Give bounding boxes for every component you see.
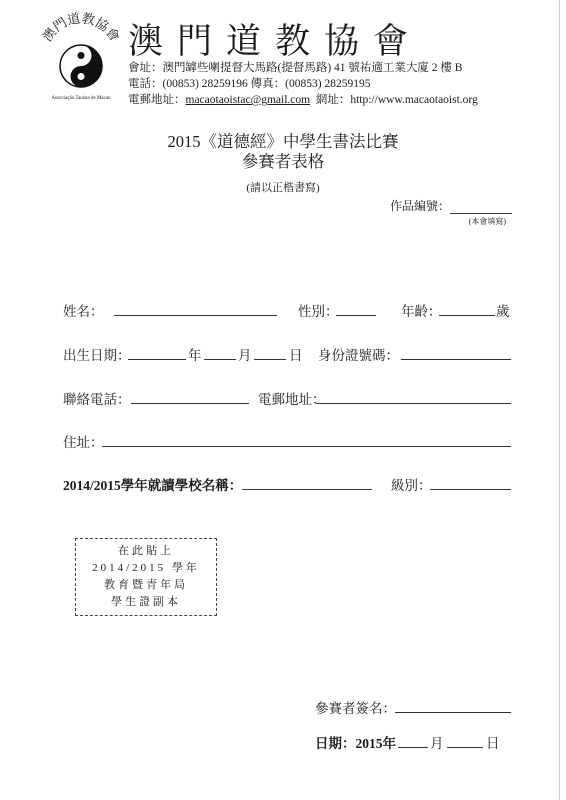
logo-bottom-text: Associação Tauista de Macau [51, 96, 111, 101]
email-field-label: 電郵地址： [258, 392, 326, 407]
phone-label: 聯絡電話： [63, 392, 131, 407]
yin-yang-icon [60, 45, 102, 87]
dob-month-unit: 月 [238, 348, 252, 363]
org-website[interactable]: 網址：http://www.macaotaoist.org [315, 94, 478, 106]
age-line[interactable] [439, 315, 495, 316]
paste-area-text [76, 543, 216, 611]
org-phone-fax: 電話：(00853) 28259196 傳真：(00853) 28259195 [128, 78, 371, 90]
paste-line-3: 教育暨青年局 [104, 579, 188, 591]
age-unit: 歲 [496, 304, 510, 319]
address-line[interactable] [102, 446, 511, 447]
paste-line-2: 2014/2015 學年 [92, 562, 200, 574]
phone-line[interactable] [131, 403, 249, 404]
student-card-paste-area[interactable] [75, 538, 217, 616]
email-line[interactable] [316, 403, 511, 404]
date-month-unit: 月 [430, 736, 444, 751]
dob-label: 出生日期： [63, 348, 131, 363]
id-number-line[interactable] [401, 359, 511, 360]
date-day-unit: 日 [486, 736, 500, 751]
org-contact-line [128, 91, 478, 107]
work-number-line[interactable] [450, 201, 512, 214]
date-month-line[interactable] [398, 747, 428, 748]
grade-line[interactable] [430, 489, 511, 490]
dob-day-line[interactable] [254, 359, 286, 360]
dob-month-line[interactable] [204, 359, 236, 360]
dob-year-line[interactable] [128, 359, 186, 360]
association-logo [36, 8, 126, 104]
gender-label: 性別： [298, 304, 339, 319]
date-day-line[interactable] [447, 747, 483, 748]
school-line[interactable] [242, 489, 372, 490]
age-label: 年齡： [401, 304, 442, 319]
work-number-field [390, 197, 512, 214]
work-number-label: 作品編號： [389, 199, 450, 213]
paste-line-4: 學生證副本 [111, 596, 181, 608]
id-number-label: 身份證號碼： [318, 348, 399, 363]
paste-line-1: 在此貼上 [118, 545, 174, 557]
org-name: 澳門道教協會 [128, 22, 423, 62]
logo-arc-text: 澳門道教協會 [40, 11, 122, 45]
date-label: 日期：2015年 [315, 736, 396, 751]
org-email-link[interactable]: macaotaoistac@gmail.com [185, 94, 311, 106]
dob-day-unit: 日 [289, 348, 303, 363]
org-address: 會址：澳門罅些喇提督大馬路(提督馬路) 41 號祐適工業大廈 2 樓 B [128, 62, 463, 74]
form-subtitle: 參賽者表格 [241, 152, 325, 171]
gender-line[interactable] [336, 315, 376, 316]
grade-label: 級別： [391, 478, 432, 493]
page-edge-divider [559, 0, 560, 800]
form-note: (請以正楷書寫) [246, 182, 320, 194]
dob-year-unit: 年 [188, 348, 202, 363]
form-title: 2015《道德經》中學生書法比賽 [167, 132, 399, 151]
name-line[interactable] [114, 315, 277, 316]
signature-label: 參賽者簽名： [315, 701, 396, 716]
signature-line[interactable] [395, 712, 511, 713]
school-label: 2014/2015學年就讀學校名稱： [63, 478, 243, 493]
name-label: 姓名： [63, 304, 104, 319]
email-label: 電郵地址： [128, 94, 186, 106]
work-number-note: (本會填寫) [468, 217, 506, 226]
address-label: 住址： [63, 435, 104, 450]
